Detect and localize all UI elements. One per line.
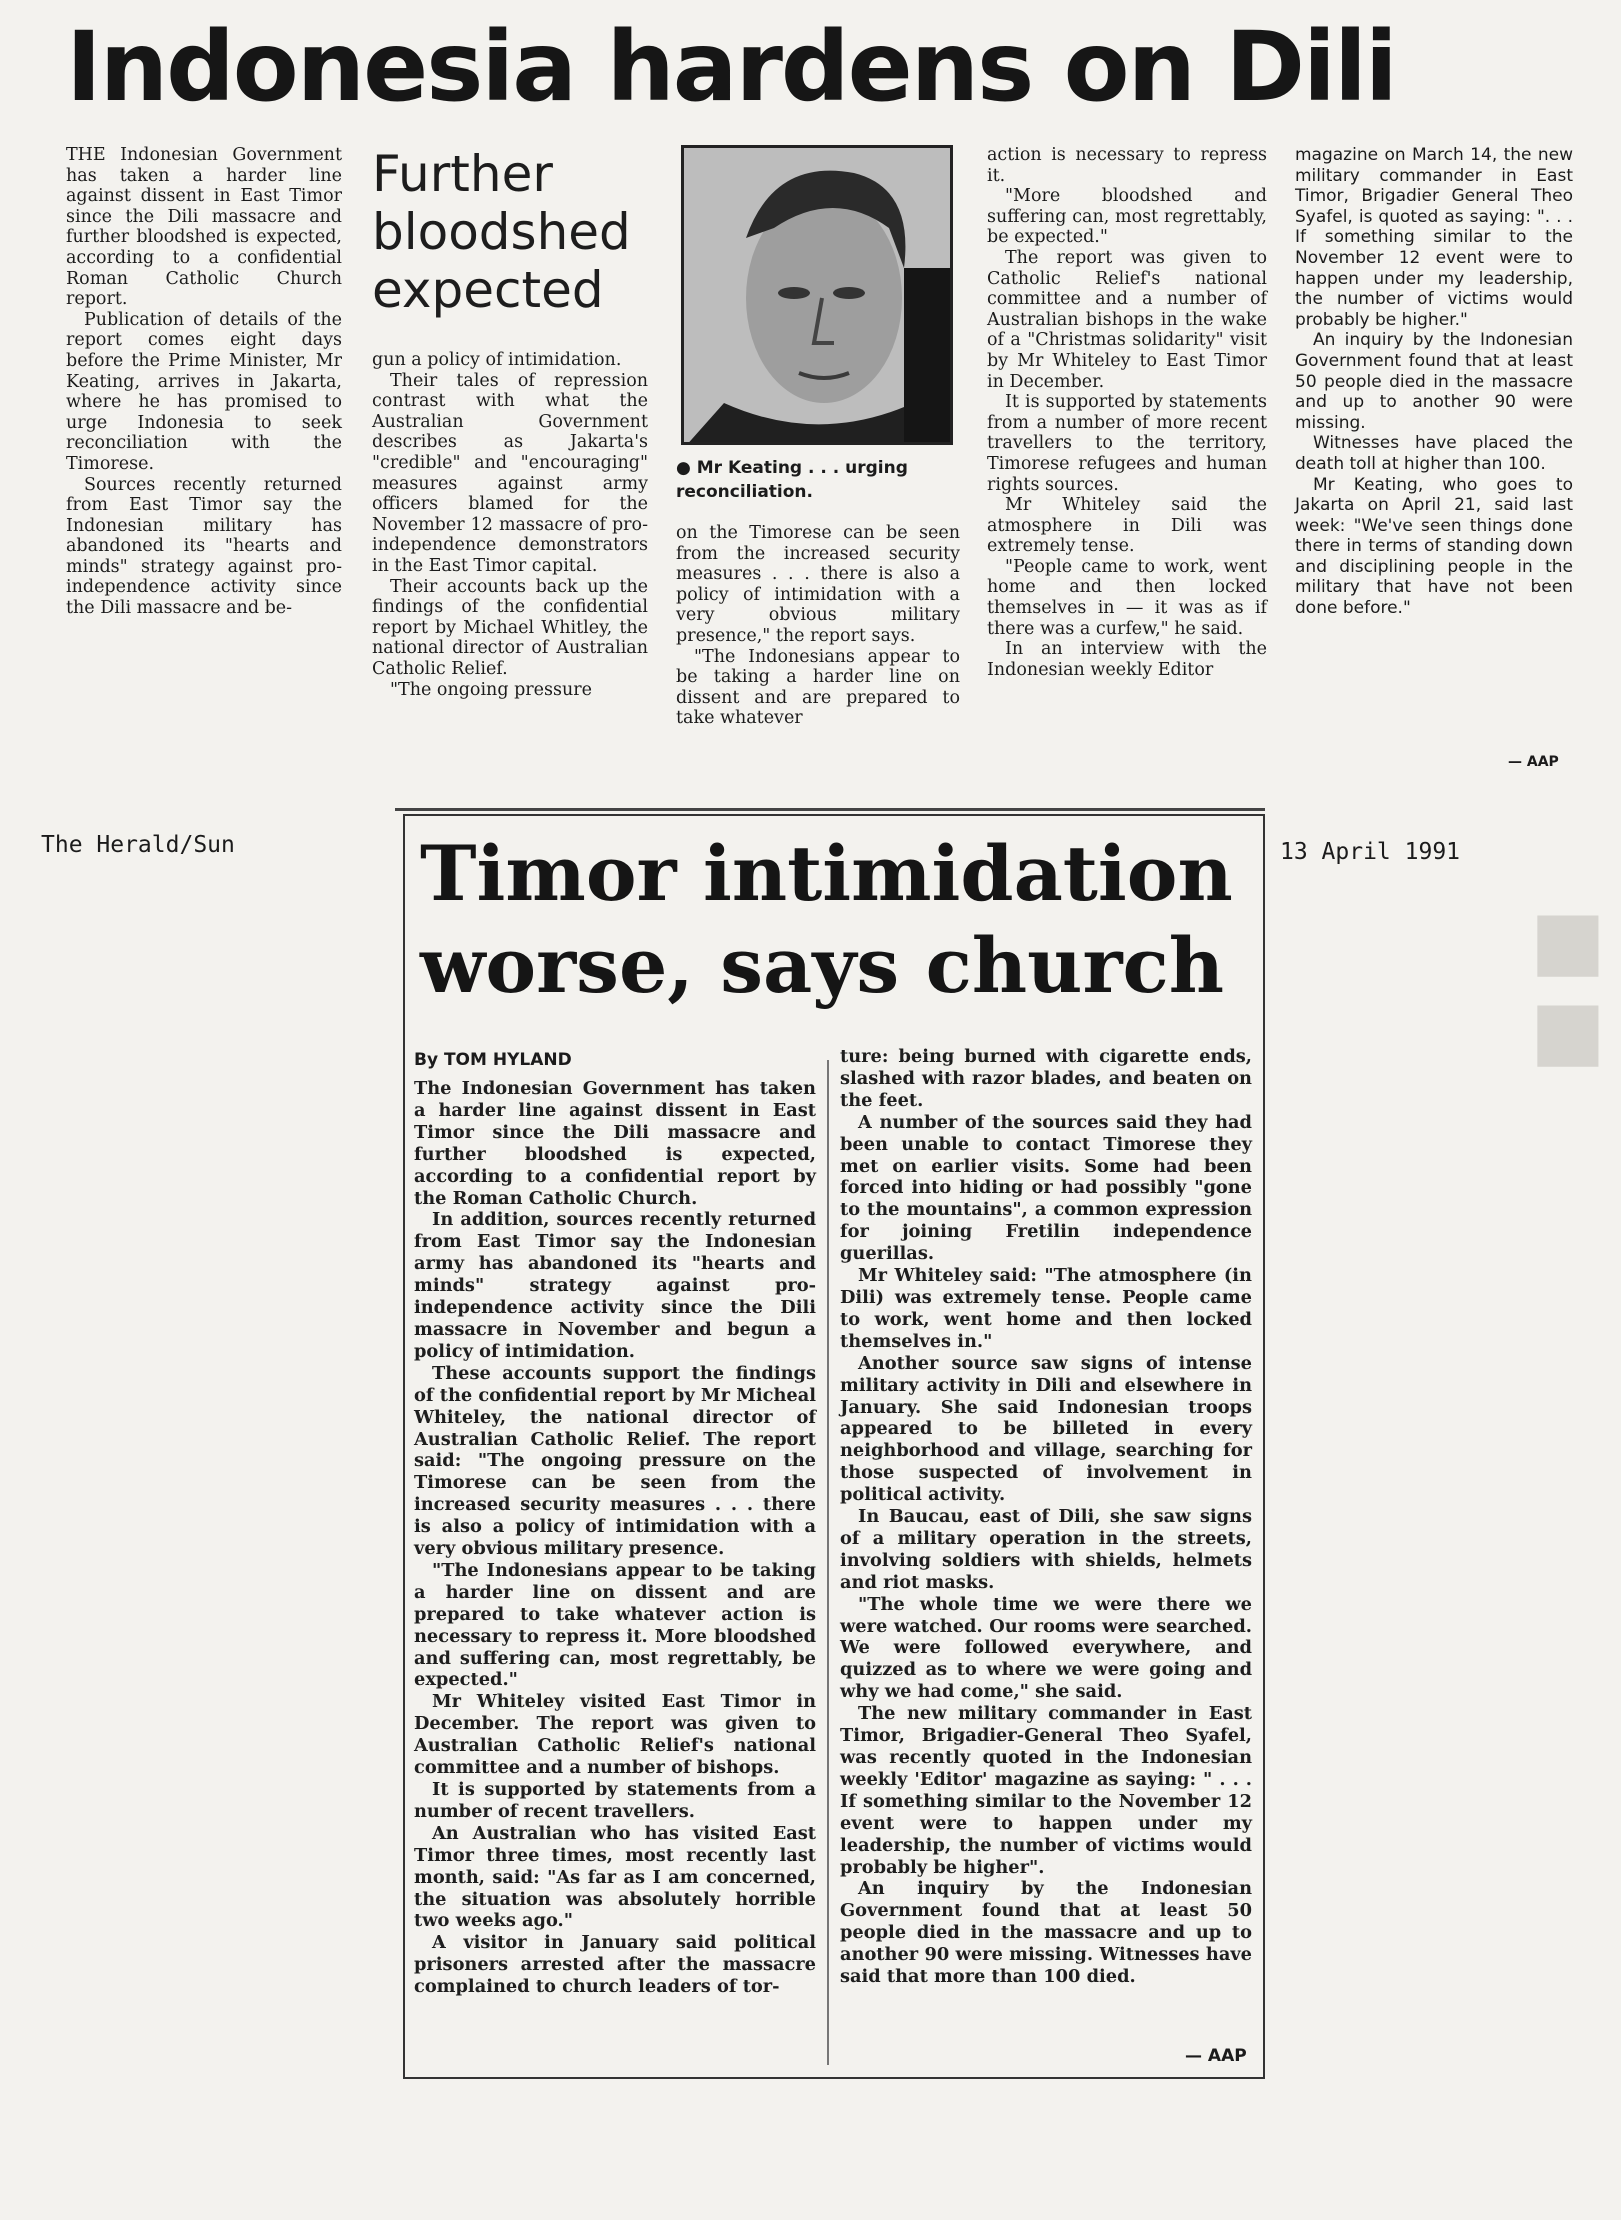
paragraph: "People came to work, went home and then locked themselves in — it was as if there was a curfew," he said. bbox=[987, 556, 1267, 639]
paragraph: Mr Whiteley said the atmosphere in Dili was extremely tense. bbox=[987, 495, 1267, 557]
byline: By TOM HYLAND bbox=[414, 1050, 572, 1070]
paragraph: on the Timorese can be seen from the increased security measures . . . there is also a policy of intimidation with a very obvious military presence," the report says. bbox=[676, 523, 960, 646]
paragraph: An inquiry by the Indonesian Government found that at least 50 people died in the massacre and up to another 90 were missing. bbox=[1295, 330, 1573, 433]
paragraph: An inquiry by the Indonesian Government found that at least 50 people died in the massacre and up to another 90 were missing. Witnesses have said that more than 100 died. bbox=[840, 1878, 1252, 1988]
paragraph: Another source saw signs of intense military activity in Dili and elsewhere in January. She said Indonesian troops appeared to be billeted in every neighborhood and village, searching for those suspected of involvement in political activity. bbox=[840, 1352, 1252, 1506]
paragraph: Publication of details of the report comes eight days before the Prime Minister, Mr Keating, arrives in Jakarta, where he has promised to urge Indonesia to seek reconciliation with the Timorese. bbox=[66, 309, 342, 474]
paragraph: The Indonesian Government has taken a harder line against dissent in East Timor since the Dili massacre and further bloodshed is expected, according to a confidential report by the Roman Catholic Church. bbox=[414, 1078, 816, 1209]
paragraph: In an interview with the Indonesian weekly Editor bbox=[987, 639, 1267, 680]
paragraph: Sources recently returned from East Timor say the Indonesian military has abandoned its "hearts and minds" strategy against pro-independence activity since the Dili massacre and be- bbox=[66, 474, 342, 619]
paragraph: "The whole time we were there we were watched. Our rooms were searched. We were followed everywhere, and quizzed as to where we were going and why we had come," she said. bbox=[840, 1593, 1252, 1703]
keating-photo bbox=[681, 145, 953, 445]
story2-headline-line2: worse, says church bbox=[420, 921, 1225, 1010]
bullet-icon: ● bbox=[676, 458, 697, 478]
story2-headline-line1: Timor intimidation bbox=[420, 829, 1233, 918]
paragraph: In addition, sources recently returned from East Timor say the Indonesian army has abandoned its "hearts and minds" strategy against pro-independence activity since the Dili massacre in November and begun a policy of intimidation. bbox=[414, 1209, 816, 1362]
paragraph: Their accounts back up the findings of the confidential report by Michael Whitley, the national director of Australian Catholic Relief. bbox=[372, 576, 648, 679]
paragraph: In Baucau, east of Dili, she saw signs of a military operation in the streets, involving soldiers with shields, helmets and riot masks. bbox=[840, 1506, 1252, 1593]
paragraph: It is supported by statements from a number of more recent travellers to the territory, Timorese refugees and human rights sources. bbox=[987, 392, 1267, 495]
photo-caption bbox=[676, 456, 976, 504]
paragraph: Mr Whiteley visited East Timor in December. The report was given to Australian Catholic Relief's national committee and a number of bishops. bbox=[414, 1691, 816, 1779]
paragraph: A number of the sources said they had been unable to contact Timorese they met on earlier visits. Some had been forced into hiding or had possibly "gone to the mountains", a common expression for joining Fretilin independence guerillas. bbox=[840, 1111, 1252, 1265]
paragraph: These accounts support the findings of the confidential report by Mr Micheal Whiteley, the national director of Australian Catholic Relief. The report said: "The ongoing pressure on the Timorese can be seen from the increased security measures . . . there is also a policy of intimidation with a very obvious military presence. bbox=[414, 1362, 816, 1560]
story1-column-2 bbox=[372, 350, 648, 700]
paragraph: An Australian who has visited East Timor three times, most recently last month, said: "As far as I am concerned, the situation was absolutely horrible two weeks ago." bbox=[414, 1822, 816, 1932]
story1-column-4 bbox=[987, 145, 1267, 680]
paragraph: The report was given to Catholic Relief's national committee and a number of Australian bishops in the wake of a "Christmas solidarity" visit by Mr Whiteley to East Timor in December. bbox=[987, 247, 1267, 392]
column-rule bbox=[827, 1060, 829, 2065]
paragraph: "The Indonesians appear to be taking a harder line on dissent and are prepared to take whatever bbox=[676, 646, 960, 729]
paragraph: Mr Whiteley said: "The atmosphere (in Dili) was extremely tense. People came to work, went home and then locked themselves in." bbox=[840, 1265, 1252, 1352]
bleed-through-mark: ■ ■ bbox=[1530, 893, 1606, 1076]
divider-rule bbox=[395, 808, 1265, 811]
story1-column-1 bbox=[66, 145, 342, 619]
story1-headline: Indonesia hardens on Dili bbox=[66, 11, 1396, 123]
paragraph: gun a policy of intimidation. bbox=[372, 350, 622, 370]
paragraph: It is supported by statements from a number of recent travellers. bbox=[414, 1779, 816, 1822]
paragraph: "The Indonesians appear to be taking a harder line on dissent and are prepared to take whatever action is necessary to repress it. More bloodshed and suffering can, most regrettably, be expected." bbox=[414, 1559, 816, 1691]
source-label: The Herald/Sun bbox=[41, 832, 235, 858]
story1-column-5 bbox=[1295, 145, 1573, 619]
bleed-through-mark bbox=[0, 895, 30, 896]
portrait-image bbox=[684, 148, 953, 445]
paragraph: The new military commander in East Timor, Brigadier-General Theo Syafel, was recently quoted in the Indonesian weekly 'Editor' magazine as saying: " . . . If something similar to the November 12 event were to happen under my leadership, the number of victims would probably be higher". bbox=[840, 1703, 1252, 1878]
paragraph: magazine on March 14, the new military commander in East Timor, Brigadier General Theo Syafel, is quoted as saying: ". . . If something similar to the November 12 event were to happen under my leadership, the number of victims would probably be higher." bbox=[1295, 145, 1573, 330]
paragraph: Their tales of repression contrast with what the Australian Government describes as Jakarta's "credible" and "encouraging" measures against army officers blamed for the November 12 massacre of pro-independence demonstrators in the East Timor capital. bbox=[372, 370, 648, 576]
paragraph: action is necessary to repress it. bbox=[987, 145, 1267, 186]
story1-column-3 bbox=[676, 523, 960, 729]
date-label: 13 April 1991 bbox=[1280, 839, 1461, 865]
paragraph: A visitor in January said political prisoners arrested after the massacre complained to church leaders of tor- bbox=[414, 1932, 816, 1998]
paragraph: ture: being burned with cigarette ends, slashed with razor blades, and beaten on the feet. bbox=[840, 1046, 1252, 1111]
story2-headline bbox=[420, 828, 1240, 1012]
story2-left-column bbox=[414, 1078, 816, 1998]
paragraph: "More bloodshed and suffering can, most regrettably, be expected." bbox=[987, 186, 1267, 248]
photo-caption-text: Mr Keating . . . urging reconciliation. bbox=[676, 458, 908, 502]
paragraph: THE Indonesian Government has taken a harder line against dissent in East Timor since the Dili massacre and further bloodshed is expected, according to a confidential Roman Catholic Church report. bbox=[66, 145, 342, 310]
paragraph: "The ongoing pressure bbox=[390, 679, 592, 700]
story1-subhead: Further bloodshed expected bbox=[372, 145, 631, 319]
story2-credit: — AAP bbox=[1185, 2046, 1247, 2066]
paragraph: Mr Keating, who goes to Jakarta on April 21, said last week: "We've seen things done there in terms of standing down and disciplining people in the military that have not been done before." bbox=[1295, 474, 1573, 619]
story1-credit: — AAP bbox=[1508, 754, 1559, 770]
story2-right-column bbox=[840, 1046, 1252, 1988]
paragraph: Witnesses have placed the death toll at higher than 100. bbox=[1295, 433, 1573, 474]
